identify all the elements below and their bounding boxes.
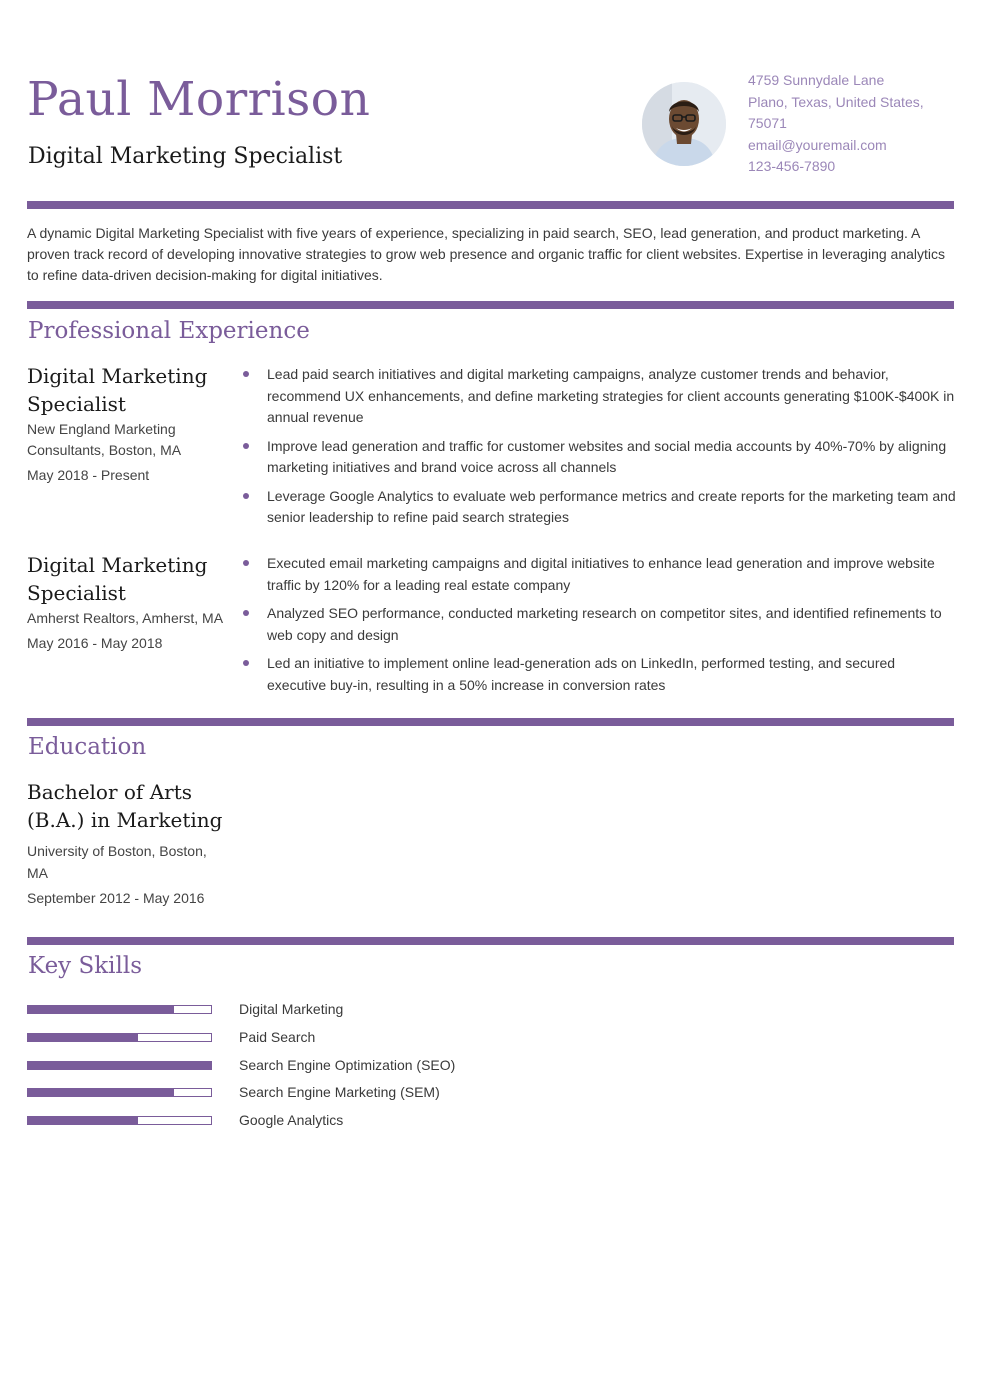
skill-level-bar xyxy=(27,1088,212,1097)
candidate-headline: Digital Marketing Specialist xyxy=(28,144,343,169)
skill-level-fill xyxy=(28,1006,174,1013)
skills-list xyxy=(27,998,527,1137)
bullet-dot-icon xyxy=(243,660,249,666)
list-item xyxy=(241,553,957,596)
skill-level-bar xyxy=(27,1061,212,1070)
bullet-text: Lead paid search initiatives and digital marketing campaigns, analyze customer trends and behavior, recommend UX enhancements, and define marketing strategies for client accounts generating $100K-$400K in annual revenue xyxy=(267,366,955,425)
skill-item xyxy=(27,1109,527,1137)
job-dates: May 2016 - May 2018 xyxy=(27,635,163,651)
skill-label: Search Engine Optimization (SEO) xyxy=(239,1056,456,1073)
candidate-name: Paul Morrison xyxy=(27,72,371,127)
skill-level-bar xyxy=(27,1116,212,1125)
skill-level-bar xyxy=(27,1005,212,1014)
bullet-text: Improve lead generation and traffic for customer websites and social media accounts by 40%-70% by aligning marketing initiatives and brand voice across all channels xyxy=(267,437,947,475)
job-company-line: Amherst Realtors, Amherst, MA xyxy=(27,610,224,626)
avatar xyxy=(642,82,726,166)
bullet-dot-icon xyxy=(243,493,249,499)
bullet-dot-icon xyxy=(243,371,249,377)
contact-block xyxy=(748,70,958,178)
address-line-3: 75071 xyxy=(748,115,787,132)
list-item xyxy=(241,653,957,696)
skill-level-fill xyxy=(28,1034,138,1041)
skill-label: Search Engine Marketing (SEM) xyxy=(239,1084,440,1101)
bullet-text: Led an initiative to implement online lead-generation ads on LinkedIn, performed testing, and secured executive buy-in, resulting in a 50% increase in conversion rates xyxy=(267,655,896,693)
job-meta xyxy=(27,551,227,654)
avatar-photo-icon xyxy=(642,82,726,166)
skill-label: Digital Marketing xyxy=(239,1001,344,1017)
job-company-line: Consultants, Boston, MA xyxy=(27,442,182,458)
job-title-line: Digital Marketing xyxy=(27,364,208,388)
job-dates: May 2018 - Present xyxy=(27,467,150,483)
school-line: MA xyxy=(27,865,48,881)
degree-line: Bachelor of Arts xyxy=(27,780,192,804)
divider xyxy=(27,301,954,309)
skill-item xyxy=(27,1081,527,1109)
email-link[interactable]: email@youremail.com xyxy=(748,136,887,153)
job-company-line: New England Marketing xyxy=(27,421,176,437)
school-line: University of Boston, Boston, xyxy=(27,843,207,859)
bullet-dot-icon xyxy=(243,610,249,616)
list-item xyxy=(241,486,957,529)
skill-level-fill xyxy=(28,1062,211,1069)
skill-item xyxy=(27,998,527,1026)
list-item xyxy=(241,436,957,479)
job-title-line: Specialist xyxy=(27,581,126,605)
section-title-experience: Professional Experience xyxy=(28,318,310,344)
section-title-education: Education xyxy=(28,734,147,760)
skill-level-fill xyxy=(28,1089,174,1096)
skill-item xyxy=(27,1054,527,1082)
job-title-line: Digital Marketing xyxy=(27,553,208,577)
phone-number: 123-456-7890 xyxy=(748,158,836,175)
degree-line: (B.A.) in Marketing xyxy=(27,808,223,832)
address-line-1: 4759 Sunnydale Lane xyxy=(748,72,885,88)
divider xyxy=(27,201,954,209)
job-title xyxy=(27,551,227,607)
skill-level-bar xyxy=(27,1033,212,1042)
job-title xyxy=(27,362,227,418)
bullet-text: Leverage Google Analytics to evaluate web performance metrics and create reports for the marketing team and senior leadership to refine paid search strategies xyxy=(267,487,956,525)
education-entry xyxy=(27,778,227,909)
address-line-2: Plano, Texas, United States, xyxy=(748,93,924,110)
bullet-text: Executed email marketing campaigns and digital initiatives to enhance lead generation and improve website traffic by 120% for a leading real estate company xyxy=(267,555,935,593)
divider xyxy=(27,937,954,945)
bullet-text: Analyzed SEO performance, conducted marketing research on competitor sites, and identified refinements to web copy and design xyxy=(267,605,942,643)
skill-level-fill xyxy=(28,1117,138,1124)
job-company xyxy=(27,419,227,461)
skill-label: Google Analytics xyxy=(239,1112,344,1129)
section-title-skills: Key Skills xyxy=(28,953,143,979)
job-bullets xyxy=(241,364,957,536)
list-item xyxy=(241,364,957,429)
divider xyxy=(27,718,954,726)
job-title-line: Specialist xyxy=(27,392,126,416)
education-dates: September 2012 - May 2016 xyxy=(27,890,205,906)
job-meta xyxy=(27,362,227,486)
job-bullets xyxy=(241,553,957,703)
list-item xyxy=(241,603,957,646)
bullet-dot-icon xyxy=(243,443,249,449)
school-name xyxy=(27,840,227,884)
degree-title xyxy=(27,778,227,834)
bullet-dot-icon xyxy=(243,560,249,566)
skill-item xyxy=(27,1026,527,1054)
job-company xyxy=(27,608,227,629)
summary-text: A dynamic Digital Marketing Specialist with five years of experience, specializing in paid search, SEO, lead generation, and product marketing. A proven track record of developing innovative strategies to grow web presence and organic traffic for client websites. Expertise in leveraging analytics to refine data-driven decision-making for digital initiatives. xyxy=(27,225,946,283)
skill-label: Paid Search xyxy=(239,1028,316,1045)
